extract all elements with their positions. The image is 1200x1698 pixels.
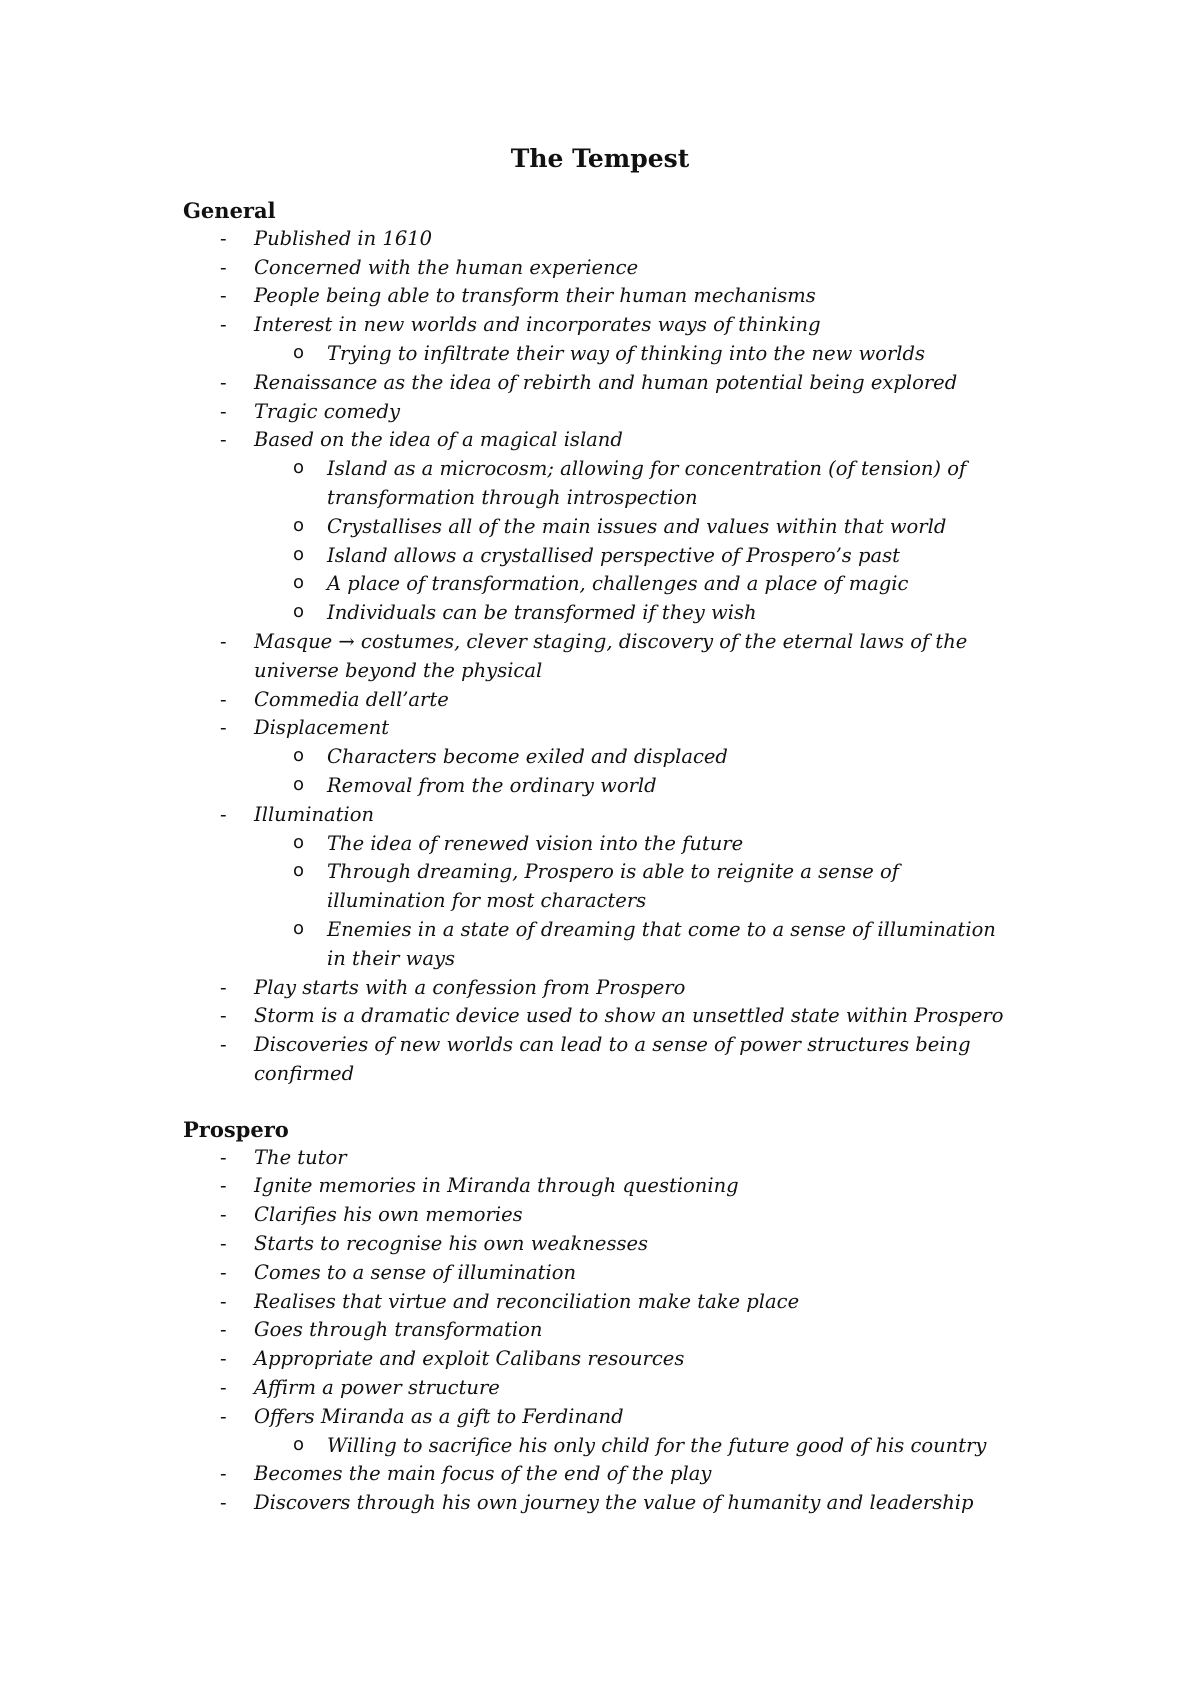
dash-bullet: -	[220, 802, 227, 826]
list-item: Clarifies his own memories	[254, 1203, 523, 1227]
dash-bullet: -	[220, 1174, 227, 1198]
sub-list-item: Island as a microcosm; allowing for concentration (of tension) of	[327, 457, 967, 481]
dash-bullet: -	[220, 975, 227, 999]
list-item: Appropriate and exploit Calibans resources	[254, 1347, 685, 1371]
list-item: Storm is a dramatic device used to show an unsettled state within Prospero	[254, 1004, 1004, 1028]
dash-bullet: -	[220, 687, 227, 711]
sub-list-item: Island allows a crystallised perspective of Prospero’s past	[327, 543, 900, 567]
list-item: Based on the idea of a magical island	[254, 428, 623, 452]
circle-bullet: o	[293, 860, 305, 882]
dash-bullet: -	[220, 1404, 227, 1428]
sub-list-item: Through dreaming, Prospero is able to reignite a sense of	[327, 860, 899, 884]
circle-bullet: o	[293, 1433, 305, 1455]
list-item: Illumination	[254, 802, 375, 826]
sub-list-item: Characters become exiled and displaced	[327, 745, 728, 769]
dash-bullet: -	[220, 1376, 227, 1399]
sub-list-item: Crystallises all of the main issues and values within that world	[327, 514, 947, 538]
document-title: The Tempest	[510, 144, 690, 173]
circle-bullet: o	[293, 342, 305, 363]
section-heading: Prospero	[183, 1116, 289, 1142]
list-item: Becomes the main focus of the end of the play	[254, 1462, 712, 1486]
circle-bullet: o	[293, 831, 305, 853]
circle-bullet: o	[293, 514, 305, 536]
dash-bullet: -	[220, 1004, 227, 1028]
list-item: People being able to transform their human mechanisms	[254, 284, 816, 308]
list-item: Masque → costumes, clever staging, discovery of the eternal laws of the	[254, 630, 968, 653]
circle-bullet: o	[293, 572, 305, 594]
list-item: Discovers through his own journey the value of humanity and leadership	[254, 1491, 974, 1515]
circle-bullet: o	[293, 774, 305, 795]
dash-bullet: -	[220, 1289, 227, 1313]
list-item: Ignite memories in Miranda through questioning	[254, 1174, 739, 1198]
dash-bullet: -	[220, 284, 227, 308]
sub-list-item: Removal from the ordinary world	[327, 774, 657, 797]
dash-bullet: -	[220, 226, 227, 250]
list-item: Affirm a power structure	[254, 1376, 500, 1399]
circle-bullet: o	[293, 601, 305, 623]
list-item: Tragic comedy	[254, 399, 400, 423]
list-item-continuation: confirmed	[254, 1062, 355, 1085]
dash-bullet: -	[220, 399, 227, 423]
circle-bullet: o	[293, 745, 305, 767]
dash-bullet: -	[220, 1033, 227, 1057]
list-item: Goes through transformation	[254, 1318, 543, 1342]
dash-bullet: -	[220, 370, 227, 394]
dash-bullet: -	[220, 1347, 227, 1371]
dash-bullet: -	[220, 428, 227, 452]
dash-bullet: -	[220, 630, 227, 653]
dash-bullet: -	[220, 255, 227, 279]
list-item: Published in 1610	[254, 226, 433, 250]
dash-bullet: -	[220, 716, 227, 740]
sub-list-item: Individuals can be transformed if they wish	[327, 601, 757, 625]
sub-list-item: Trying to infiltrate their way of thinking into the new worlds	[327, 342, 926, 365]
list-item: Discoveries of new worlds can lead to a sense of power structures being	[254, 1033, 971, 1057]
sub-list-item: Enemies in a state of dreaming that come to a sense of illumination	[327, 918, 996, 941]
list-item: Displacement	[254, 716, 390, 740]
sub-list-item: The idea of renewed vision into the future	[327, 831, 744, 855]
dash-bullet: -	[220, 1462, 227, 1486]
sub-list-item-continuation: illumination for most characters	[327, 889, 647, 913]
circle-bullet: o	[293, 543, 305, 565]
circle-bullet: o	[293, 457, 305, 479]
list-item: Commedia dell’arte	[254, 687, 449, 711]
circle-bullet: o	[293, 918, 305, 939]
dash-bullet: -	[220, 1145, 227, 1169]
list-item-continuation: universe beyond the physical	[254, 658, 543, 682]
dash-bullet: -	[220, 1318, 227, 1342]
dash-bullet: -	[220, 1260, 227, 1284]
sub-list-item-continuation: transformation through introspection	[327, 486, 698, 509]
dash-bullet: -	[220, 1232, 227, 1255]
section-heading: General	[183, 198, 276, 223]
sub-list-item-continuation: in their ways	[327, 946, 456, 970]
sub-list-item: A place of transformation, challenges and a place of magic	[327, 572, 909, 596]
list-item: Realises that virtue and reconciliation make take place	[254, 1289, 800, 1313]
list-item: Concerned with the human experience	[254, 255, 639, 279]
list-item: Starts to recognise his own weaknesses	[254, 1232, 649, 1255]
list-item: Comes to a sense of illumination	[254, 1260, 577, 1284]
dash-bullet: -	[220, 1491, 227, 1515]
list-item: Renaissance as the idea of rebirth and human potential being explored	[254, 370, 958, 394]
dash-bullet: -	[220, 313, 227, 337]
list-item: Interest in new worlds and incorporates ways of thinking	[254, 313, 821, 337]
dash-bullet: -	[220, 1203, 227, 1227]
sub-list-item: Willing to sacrifice his only child for the future good of his country	[327, 1433, 987, 1457]
list-item: Offers Miranda as a gift to Ferdinand	[254, 1404, 624, 1428]
list-item: The tutor	[254, 1145, 347, 1169]
list-item: Play starts with a confession from Prospero	[254, 975, 686, 999]
